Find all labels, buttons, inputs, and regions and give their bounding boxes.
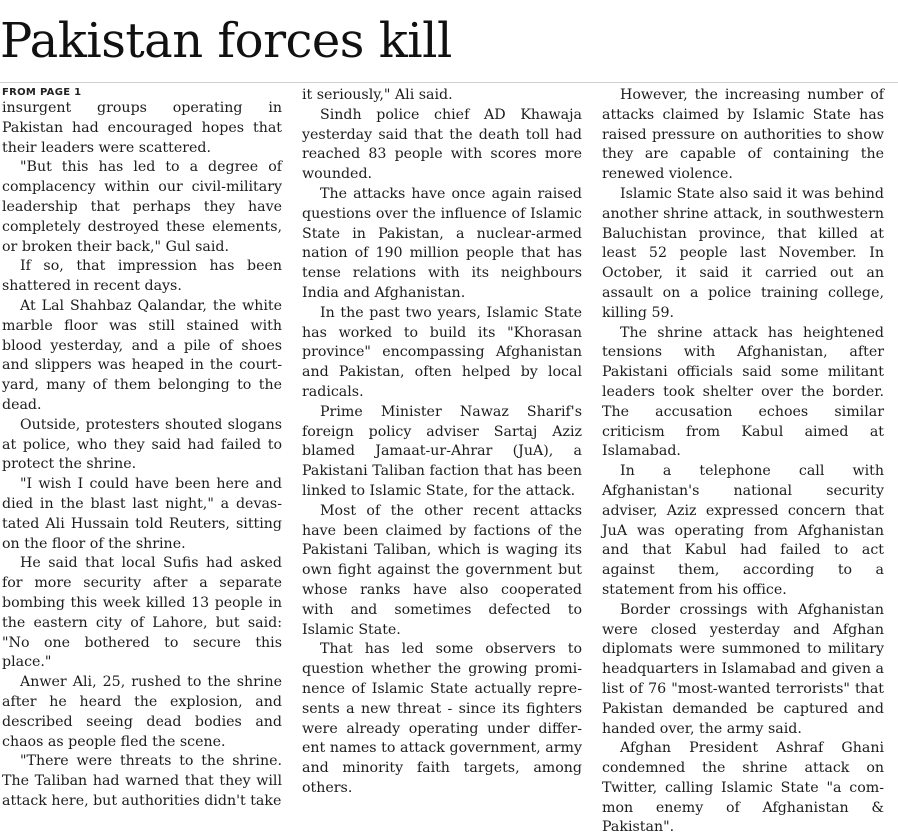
paragraph: The shrine attack has heightened tensions with Afghanistan, after Pakistani officials said some militant leaders took shelter over the border. The accusation echoes similar criticism from Kabul aimed at Islamabad. xyxy=(602,324,884,460)
headline: Pakistan forces kill xyxy=(0,13,452,69)
paragraph: Anwer Ali, 25, rushed to the shrine after he heard the explosion, and described seeing dead bodies and chaos as people fled the scene. xyxy=(2,674,282,750)
article-column-2 xyxy=(302,86,582,802)
paragraph: In the past two years, Islamic State has worked to build its "Khorasan province" encompassing Afghanistan and Pakistan, often helped by local radicals. xyxy=(302,304,582,400)
paragraph: The attacks have once again raised questions over the influence of Islamic State in Pakistan, a nuclear-armed nation of 190 million people that has tense relations with its neighbours India and Afghanistan. xyxy=(302,185,582,301)
paragraph: Prime Minister Nawaz Sharif's foreign policy adviser Sartaj Aziz blamed Jamaat-ur-Ahrar (JuA), a Pakistani Taliban faction that has been linked to Islamic State, for the attack. xyxy=(302,403,582,499)
paragraph: Islamic State also said it was behind another shrine attack, in southwestern Baluchistan province, that killed at least 52 people last November. In October, it said it carried out an assault on a police training college, killing 59. xyxy=(602,185,884,321)
paragraph: He said that local Sufis had asked for more security after a separate bombing this week killed 13 people in the eastern city of Lahore, but said: "No one bothered to secure this place." xyxy=(2,555,282,671)
paragraph: Outside, protesters shouted slogans at police, who they said had failed to protect the shrine. xyxy=(2,416,282,473)
paragraph: "But this has led to a degree of complacency within our civil-military leadership that perhaps they have completely destroyed these elements, or broken their back," Gul said. xyxy=(2,159,282,255)
paragraph: Most of the other recent attacks have been claimed by factions of the Pakistani Taliban, which is waging its own fight against the government but whose ranks have also cooperated with and sometimes defected to Islamic State. xyxy=(302,502,582,638)
paragraph: Afghan President Ashraf Ghani condemned the shrine attack on Twitter, calling Islamic State "a common enemy of Afghanistan & Pakistan". xyxy=(602,740,884,836)
paragraph: However, the increasing number of attacks claimed by Islamic State has raised pressure on authorities to show they are capable of containing the renewed violence. xyxy=(602,87,884,183)
paragraph: At Lal Shahbaz Qalandar, the white marble floor was still stained with blood yesterday, and a pile of shoes and slippers was heaped in the courtyard, many of them belonging to the dead. xyxy=(2,297,282,413)
headline-rule xyxy=(0,82,898,83)
article-column-1 xyxy=(2,86,282,809)
paragraph: "There were threats to the shrine. The Taliban had warned that they will attack here, but authorities didn't take xyxy=(2,753,282,809)
paragraph: That has led some observers to question whether the growing prominence of Islamic State actually represents a new threat - since its fighters were already operating under different names to attack government, army and minority faith targets, among others. xyxy=(302,641,582,796)
paragraph: Border crossings with Afghanistan were closed yesterday and Afghan diplomats were summoned to military headquarters in Islamabad and given a list of 76 "most-wanted terrorists" that Pakistan demanded be captured and handed over, the army said. xyxy=(602,601,884,737)
paragraph: insurgent groups operating in Pakistan had encouraged hopes that their leaders were scattered. xyxy=(2,100,282,156)
paragraph: In a telephone call with Afghanistan's national security adviser, Aziz expressed concern that JuA was operating from Afghanistan and that Kabul had failed to act against them, according to a statement from his office. xyxy=(602,463,884,598)
dateline: FROM PAGE 1 xyxy=(2,87,82,98)
paragraph: it seriously," Ali said. xyxy=(302,87,453,103)
article-column-3 xyxy=(602,86,884,836)
paragraph: Sindh police chief AD Khawaja yesterday said that the death toll had reached 83 people with scores more wounded. xyxy=(302,106,582,183)
paragraph: "I wish I could have been here and died in the blast last night," a devastated Ali Hussain told Reuters, sitting on the floor of the shrine. xyxy=(2,476,282,552)
paragraph: If so, that impression has been shattered in recent days. xyxy=(2,258,282,295)
